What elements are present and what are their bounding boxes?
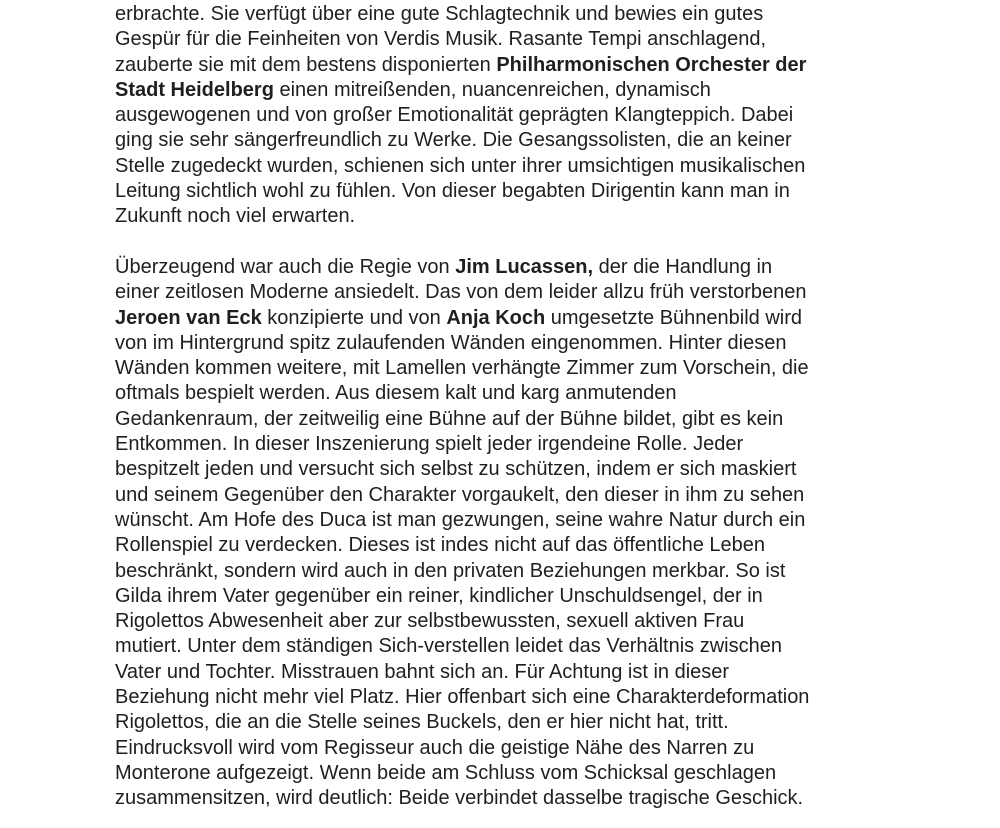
body-text: Gedankenraum, der zeitweilig eine Bühne auf der Bühne bildet, gibt es kein — [115, 407, 784, 430]
text-line — [115, 280, 915, 305]
text-line — [115, 660, 915, 685]
body-text: Gespür für die Feinheiten von Verdis Musik. Rasante Tempi anschlagend, — [115, 28, 767, 51]
body-text: zauberte sie mit dem bestens disponierten — [115, 53, 497, 76]
text-line — [115, 53, 915, 78]
body-text: erbrachte. Sie verfügt über eine gute Schlagtechnik und bewies ein gutes — [115, 3, 764, 25]
text-line — [115, 559, 915, 584]
body-text: mutiert. Unter dem ständigen Sich-verstellen leidet das Verhältnis zwischen — [115, 635, 782, 658]
body-text: Rollenspiel zu verdecken. Dieses ist indes nicht auf das öffentliche Leben — [115, 534, 766, 557]
body-text: der die Handlung in — [593, 255, 773, 278]
text-line — [115, 204, 915, 229]
body-text: Beziehung nicht mehr viel Platz. Hier offenbart sich eine Charakterdeformation — [115, 686, 810, 709]
body-text: Leitung sichtlich wohl zu fühlen. Von dieser begabten Dirigentin kann man in — [115, 180, 790, 203]
body-text: umgesetzte Bühnenbild wird — [545, 306, 803, 329]
bold-name-text: Jeroen van Eck — [115, 306, 262, 329]
body-text: und seinem Gegenüber den Charakter vorgaukelt, den dieser in ihm zu sehen — [115, 483, 805, 506]
text-line — [115, 103, 915, 128]
text-line — [115, 508, 915, 533]
bold-name-text: Philharmonischen Orchester der — [496, 53, 807, 76]
text-line — [115, 27, 915, 52]
body-text: Vater und Tochter. Misstrauen bahnt sich an. Für Achtung ist in dieser — [115, 660, 730, 683]
text-line — [115, 786, 915, 811]
body-text: Rigolettos Abwesenheit aber zur selbstbewussten, sexuell aktiven Frau — [115, 610, 745, 633]
text-line — [115, 584, 915, 609]
body-text: ausgewogenen und von großer Emotionalität geprägten Klangteppich. Dabei — [115, 104, 794, 127]
text-line — [115, 2, 915, 27]
body-text: bespitzelt jeden und versucht sich selbst zu schützen, indem er sich maskiert — [115, 458, 797, 481]
body-text: Entkommen. In dieser Inszenierung spielt jeder irgendeine Rolle. Jeder — [115, 433, 744, 456]
bold-name-text: Stadt Heidelberg — [115, 78, 274, 101]
body-text: einen mitreißenden, nuancenreichen, dynamisch — [273, 78, 711, 101]
text-line — [115, 533, 915, 558]
text-line — [115, 736, 915, 761]
text-line — [115, 407, 915, 432]
body-text: Gilda ihrem Vater gegenüber ein reiner, kindlicher Unschuldsengel, der in — [115, 584, 763, 607]
text-line — [115, 179, 915, 204]
text-line — [115, 634, 915, 659]
text-line — [115, 609, 915, 634]
body-text: einer zeitlosen Moderne ansiedelt. Das von dem leider allzu früh verstorbenen — [115, 281, 807, 304]
body-text: Wänden kommen weitere, mit Lamellen verhängte Zimmer zum Vorschein, die — [115, 357, 809, 380]
text-line — [115, 761, 915, 786]
text-line — [115, 78, 915, 103]
body-text: von im Hintergrund spitz zulaufenden Wänden eingenommen. Hinter diesen — [115, 331, 787, 354]
text-line — [115, 381, 915, 406]
text-line — [115, 154, 915, 179]
text-line — [115, 685, 915, 710]
article-text — [115, 2, 915, 828]
text-line — [115, 331, 915, 356]
text-line — [115, 483, 915, 508]
bold-name-text: Anja Koch — [446, 306, 546, 329]
body-text: wünscht. Am Hofe des Duca ist man gezwungen, seine wahre Natur durch ein — [115, 508, 806, 531]
body-text: konzipierte und von — [261, 306, 447, 329]
body-text: ging sie sehr sängerfreundlich zu Werke. Die Gesangssolisten, die an keiner — [115, 129, 792, 152]
body-text: Zukunft noch viel erwarten. — [115, 205, 356, 228]
body-text: Überzeugend war auch die Regie von — [115, 255, 456, 278]
text-line — [115, 255, 915, 280]
text-line — [115, 306, 915, 331]
body-text: Monterone aufgezeigt. Wenn beide am Schluss vom Schicksal geschlagen — [115, 761, 777, 784]
body-text: oftmals bespielt werden. Aus diesem kalt und karg anmutenden — [115, 382, 677, 405]
text-line — [115, 356, 915, 381]
text-line — [115, 128, 915, 153]
body-text: Rigolettos, die an die Stelle seines Buckels, den er hier nicht hat, tritt. — [115, 711, 729, 734]
body-text: Eindrucksvoll wird vom Regisseur auch die geistige Nähe des Narren zu — [115, 736, 755, 759]
bold-name-text: Jim Lucassen, — [455, 255, 594, 278]
body-text: Stelle zugedeckt wurden, schienen sich unter ihrer umsichtigen musikalischen — [115, 154, 806, 177]
text-line — [115, 457, 915, 482]
paragraph-2 — [115, 255, 915, 812]
paragraph-1 — [115, 2, 915, 230]
text-line — [115, 710, 915, 735]
body-text: zusammensitzen, wird deutlich: Beide verbindet dasselbe tragische Geschick. — [115, 787, 804, 810]
body-text: beschränkt, sondern wird auch in den privaten Beziehungen merkbar. So ist — [115, 559, 786, 582]
text-line — [115, 432, 915, 457]
